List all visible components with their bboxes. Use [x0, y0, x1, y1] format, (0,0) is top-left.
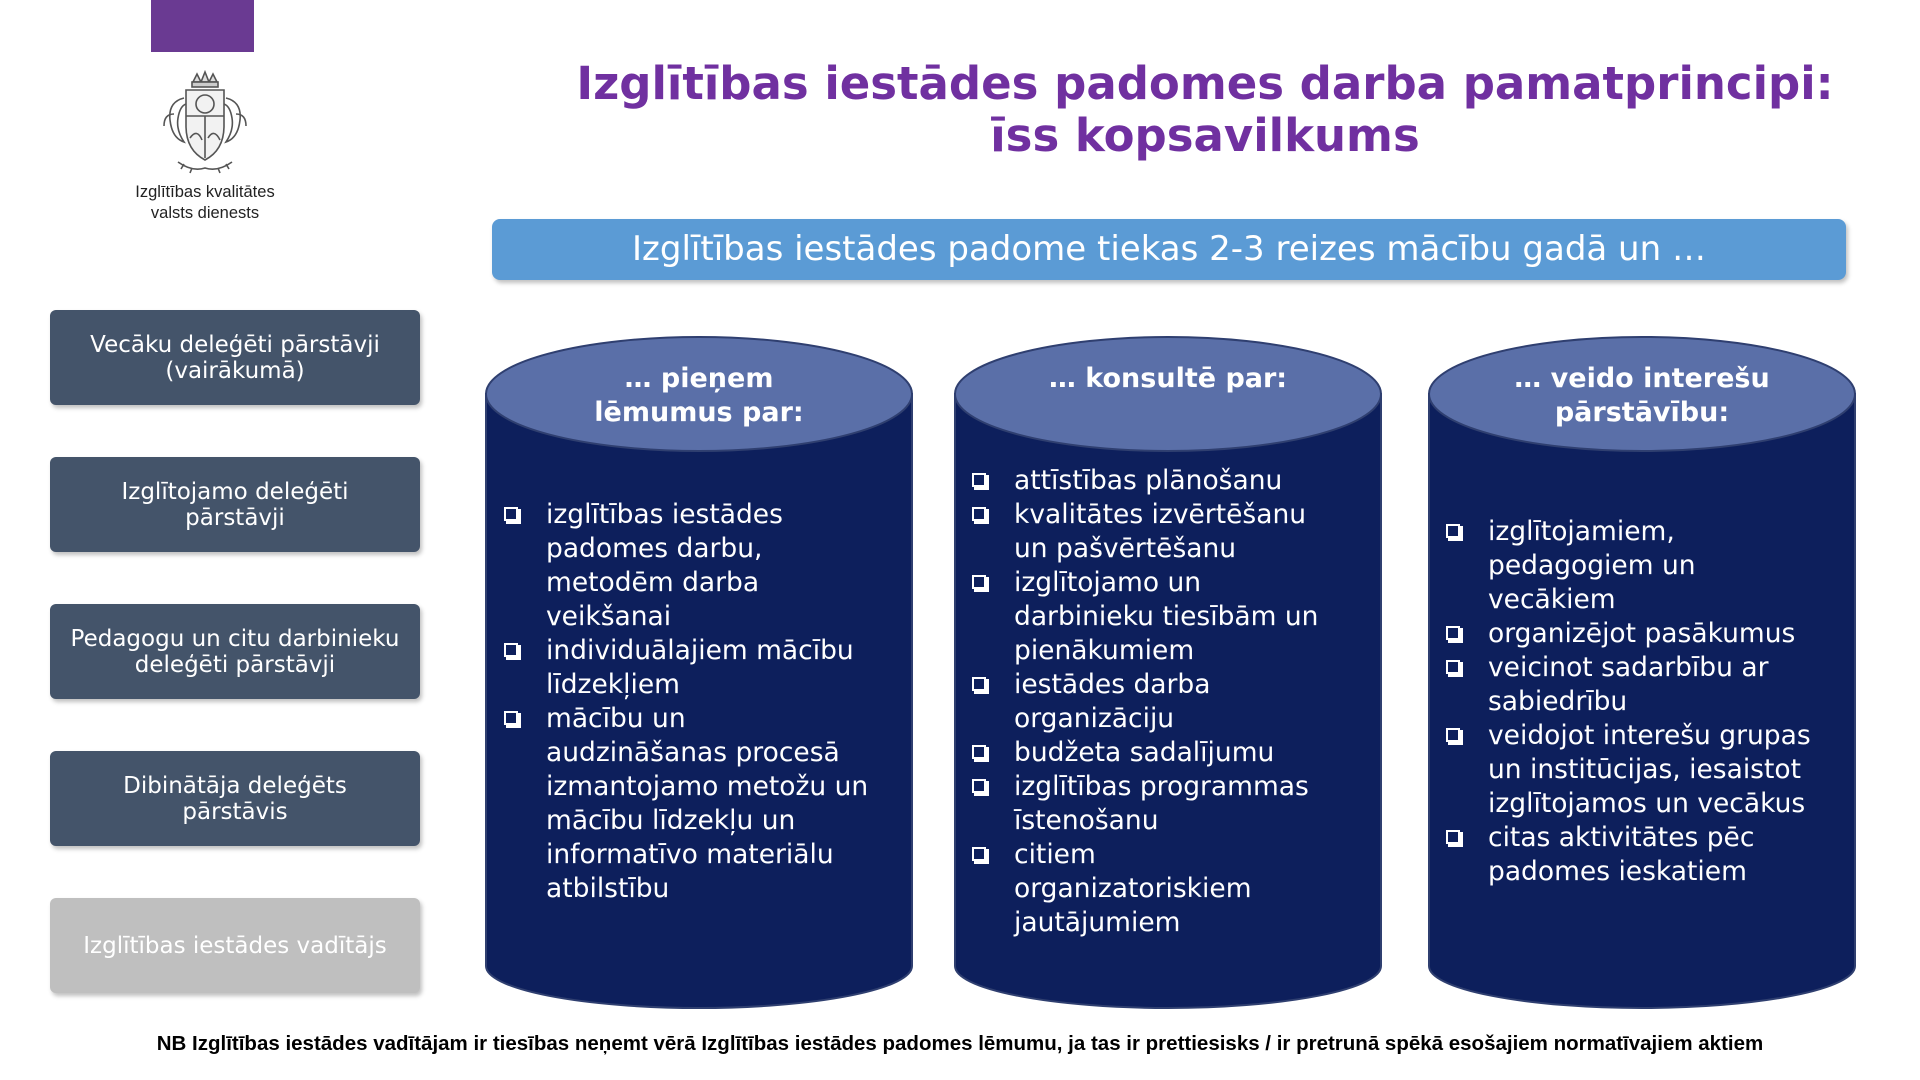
member-box-line: pārstāvis [182, 798, 288, 825]
list-item-line: padomes ieskatiem [1488, 856, 1747, 887]
checkbox-bullet-icon [1446, 524, 1460, 538]
list-item-line: īstenošanu [1014, 805, 1159, 836]
consults-list [970, 464, 1318, 940]
list-item [970, 770, 1318, 838]
decisions-list [502, 498, 868, 906]
list-item-line: informatīvo materiālu [546, 839, 834, 870]
cylinder-heading-consults [955, 362, 1381, 396]
list-item-line: iestādes darba [1014, 669, 1211, 700]
list-item [970, 566, 1318, 668]
page-title-line1: Izglītības iestādes padomes darba pamatprincipi: [576, 57, 1834, 110]
logo-caption-line2: valsts dienests [150, 204, 260, 222]
checkbox-bullet-icon [1446, 830, 1460, 844]
checkbox-bullet-icon [972, 677, 986, 691]
cylinder-heading-representation [1429, 362, 1855, 430]
list-item-line: atbilstību [546, 873, 670, 904]
list-item [502, 702, 868, 906]
list-item-line: organizatoriskiem [1014, 873, 1252, 904]
list-item-line: un institūcijas, iesaistot [1488, 754, 1801, 785]
footnote: NB Izglītības iestādes vadītājam ir tiesības neņemt vērā Izglītības iestādes padomes lēmumu, ja tas ir prettiesisks / ir pretrunā spēkā esošajiem normatīvajiem aktiem [156, 1032, 1764, 1055]
list-item-line: izmantojamo metožu un [546, 771, 869, 802]
member-box-line: Pedagogu un citu darbinieku [70, 625, 400, 652]
list-item-line: izglītības iestādes [546, 499, 783, 530]
list-item-line: sabiedrību [1488, 686, 1628, 717]
list-item [1444, 651, 1811, 719]
checkbox-bullet-icon [504, 643, 518, 657]
list-item-line: organizāciju [1014, 703, 1175, 734]
list-item-line: mācību un [546, 703, 686, 734]
list-item-line: darbinieku tiesībām un [1014, 601, 1319, 632]
checkbox-bullet-icon [972, 473, 986, 487]
list-item-line: līdzekļiem [546, 669, 680, 700]
list-item-line: izglītības programmas [1014, 771, 1309, 802]
member-box-line: Izglītības iestādes vadītājs [83, 932, 387, 959]
list-item-line: audzināšanas procesā [546, 737, 840, 768]
list-item-line: pedagogiem un [1488, 550, 1696, 581]
cylinder-heading-line: … pieņem [624, 363, 774, 394]
list-item-line: organizējot pasākumus [1488, 618, 1796, 649]
list-item [1444, 515, 1811, 617]
list-item [502, 634, 868, 702]
checkbox-bullet-icon [972, 779, 986, 793]
cylinder-heading-line: … konsultē par: [1048, 363, 1288, 394]
list-item [1444, 821, 1811, 889]
list-item-line: veidojot interešu grupas [1488, 720, 1811, 751]
checkbox-bullet-icon [1446, 728, 1460, 742]
list-item-line: padomes darbu, [546, 533, 763, 564]
list-item-line: vecākiem [1488, 584, 1616, 615]
checkbox-bullet-icon [972, 507, 986, 521]
list-item [970, 736, 1318, 770]
cylinder-heading-decisions [486, 362, 912, 430]
list-item-line: mācību līdzekļu un [546, 805, 796, 836]
page-title-line2: īss kopsavilkums [990, 109, 1420, 162]
list-item-line: kvalitātes izvērtēšanu [1014, 499, 1307, 530]
list-item [970, 464, 1318, 498]
member-box-line: Dibinātāja deleģēts [123, 772, 347, 799]
list-item-line: un pašvērtēšanu [1014, 533, 1237, 564]
list-item-line: pienākumiem [1014, 635, 1195, 666]
representation-list [1444, 515, 1811, 889]
list-item [1444, 617, 1811, 651]
list-item-line: veicinot sadarbību ar [1488, 652, 1769, 683]
cylinder-heading-line: lēmumus par: [594, 397, 804, 428]
checkbox-bullet-icon [972, 847, 986, 861]
list-item-line: citas aktivitātes pēc [1488, 822, 1755, 853]
list-item-line: jautājumiem [1014, 907, 1181, 938]
member-box-line: pārstāvji [185, 504, 285, 531]
list-item [502, 498, 868, 634]
list-item-line: izglītojamos un vecākus [1488, 788, 1806, 819]
member-box-line: Izglītojamo deleģēti [121, 478, 349, 505]
list-item-line: attīstības plānošanu [1014, 465, 1283, 496]
member-box-line: deleģēti pārstāvji [134, 651, 336, 678]
checkbox-bullet-icon [972, 745, 986, 759]
meeting-banner: Izglītības iestādes padome tiekas 2-3 reizes mācību gadā un … [492, 219, 1846, 280]
checkbox-bullet-icon [504, 507, 518, 521]
checkbox-bullet-icon [972, 575, 986, 589]
list-item-line: metodēm darba [546, 567, 760, 598]
list-item-line: budžeta sadalījumu [1014, 737, 1275, 768]
list-item [1444, 719, 1811, 821]
list-item-line: veikšanai [546, 601, 672, 632]
cylinder-heading-line: pārstāvību: [1554, 397, 1730, 428]
list-item [970, 668, 1318, 736]
checkbox-bullet-icon [504, 711, 518, 725]
checkbox-bullet-icon [1446, 660, 1460, 674]
logo-caption-line1: Izglītības kvalitātes [135, 183, 275, 201]
list-item-line: individuālajiem mācību [546, 635, 854, 666]
member-box-line: (vairākumā) [165, 357, 305, 384]
list-item [970, 498, 1318, 566]
list-item [970, 838, 1318, 940]
list-item-line: izglītojamo un [1014, 567, 1202, 598]
list-item-line: citiem [1014, 839, 1096, 870]
list-item-line: izglītojamiem, [1488, 516, 1675, 547]
checkbox-bullet-icon [1446, 626, 1460, 640]
member-box-line: Vecāku deleģēti pārstāvji [90, 331, 380, 358]
cylinder-heading-line: … veido interešu [1514, 363, 1770, 394]
